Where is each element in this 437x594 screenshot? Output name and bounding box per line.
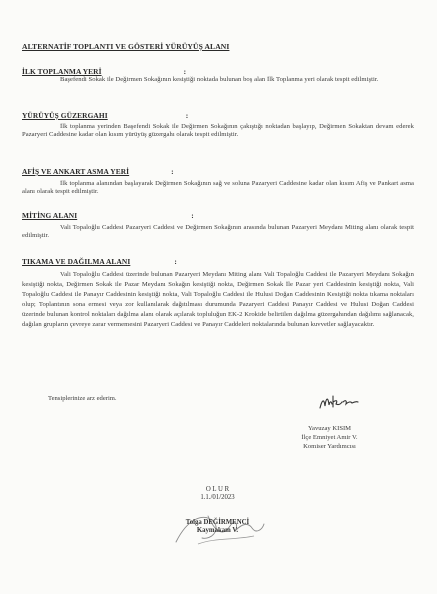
signer-title: İlçe Emniyet Amir V. <box>301 434 358 441</box>
section-heading-ilk-toplanma <box>22 67 186 76</box>
section-heading-miting <box>22 211 194 220</box>
closing-line: Tensiplerinize arz ederim. <box>48 395 117 402</box>
signer-name: Yavuzay KISIM <box>307 425 352 432</box>
section-heading-colon: : <box>191 211 194 220</box>
signer-block <box>277 424 382 451</box>
section-heading-text: MİTİNG ALANI <box>22 211 78 220</box>
section-heading-text: YÜRÜYÜŞ GÜZERGAHI <box>22 111 108 120</box>
section-heading-text: AFİŞ VE ANKART ASMA YERİ <box>22 167 130 176</box>
section-heading-text: İLK TOPLANMA YERİ <box>22 67 102 76</box>
document-title: ALTERNATİF TOPLANTI VE GÖSTERİ YÜRÜYÜŞ ALANI <box>22 42 230 51</box>
section-heading-colon: : <box>171 167 174 176</box>
approval-title: Kaymakam V. <box>196 527 239 535</box>
approval-block <box>150 486 285 536</box>
approval-name: Tolga DEĞİRMENCİ <box>185 518 250 526</box>
section-heading-tikama <box>22 257 177 266</box>
approval-date: 1.1./01/2023 <box>200 494 235 502</box>
section-text-ilk-toplanma: Başefendi Sokak ile Değirmen Sokağının kesiştiği noktada bulunan boş alan İlk Toplanma yeri olarak tespit edilmiştir. <box>60 76 379 83</box>
signer-rank: Komiser Yardımcısı <box>303 443 356 450</box>
signature-yavuzay <box>318 392 360 414</box>
section-heading-colon: : <box>185 111 189 120</box>
section-text-miting: Vali Topaloğlu Caddesi Pazaryeri Caddesi ve Değirmen Sokağının arasında bulunan Pazaryeri Meydanı Miting alanı olarak tespit edilmiştir. <box>22 224 414 239</box>
section-text-tikama: Vali Topaloğlu Caddesi üzerinde bulunan Pazaryeri Meydanı Miting alanı Vali Topaloğlu Caddesi ile Pazaryeri Meydanı Sokağın kesiştiği nokta, Değirmen Sokak ile Pazar Meydanı Sokağın kesiştiği nokta, Değirmen Sokak İle Pazar yeri Caddesinin kesiştiği nokta, Vali Topaloğlu Caddesi ile Panayır Caddesinin kesiştiği nokta, Vali Topaloğlu Caddesi ile Hulusi Doğan Caddesinin Kesiştiği nokta tıkama noktaları olup; Toplantının sona ermesi veya zor kullanılarak dağıtılması durumunda Pazaryeri Caddesi Panayır Caddesi ve Hulusi Doğan Caddesi üzerinde bulunan kontrol noktaları dağılma alanı olarak açılarak topluluğun EK-2 Krokide belirtilen dağılma güzergahından dağılımı sağlanacak, dağılan grupların çevreye zarar vermemesini Pazaryeri Caddesi ve Panayır Caddeleri noktalarında bulunan kuvvetler sağlayacaktır. <box>22 271 414 328</box>
section-heading-text: TIKAMA VE DAĞILMA ALANI <box>22 257 131 266</box>
approval-olur: O L U R <box>205 486 230 493</box>
section-heading-afis <box>22 167 174 176</box>
section-text-yuruyus: İlk toplanma yerinden Başefendi Sokak ile Değirmen Sokağının çakıştığı noktadan başlayıp, Değirmen Sokaktan devam ederek Pazaryeri Caddesine kadar olan kısım yürüyüş güzergahı olarak tespit edilmiştir. <box>22 123 414 138</box>
section-text-afis: İlk toplanma alanından başlayarak Değirmen Sokağının sağ ve soluna Pazaryeri Caddesine kadar olan kısım Afiş ve Pankart asma alanı olarak tespit edilmiştir. <box>22 180 414 195</box>
section-heading-colon: : <box>174 257 177 266</box>
section-heading-yuruyus <box>22 111 188 120</box>
section-heading-colon: : <box>183 67 187 76</box>
